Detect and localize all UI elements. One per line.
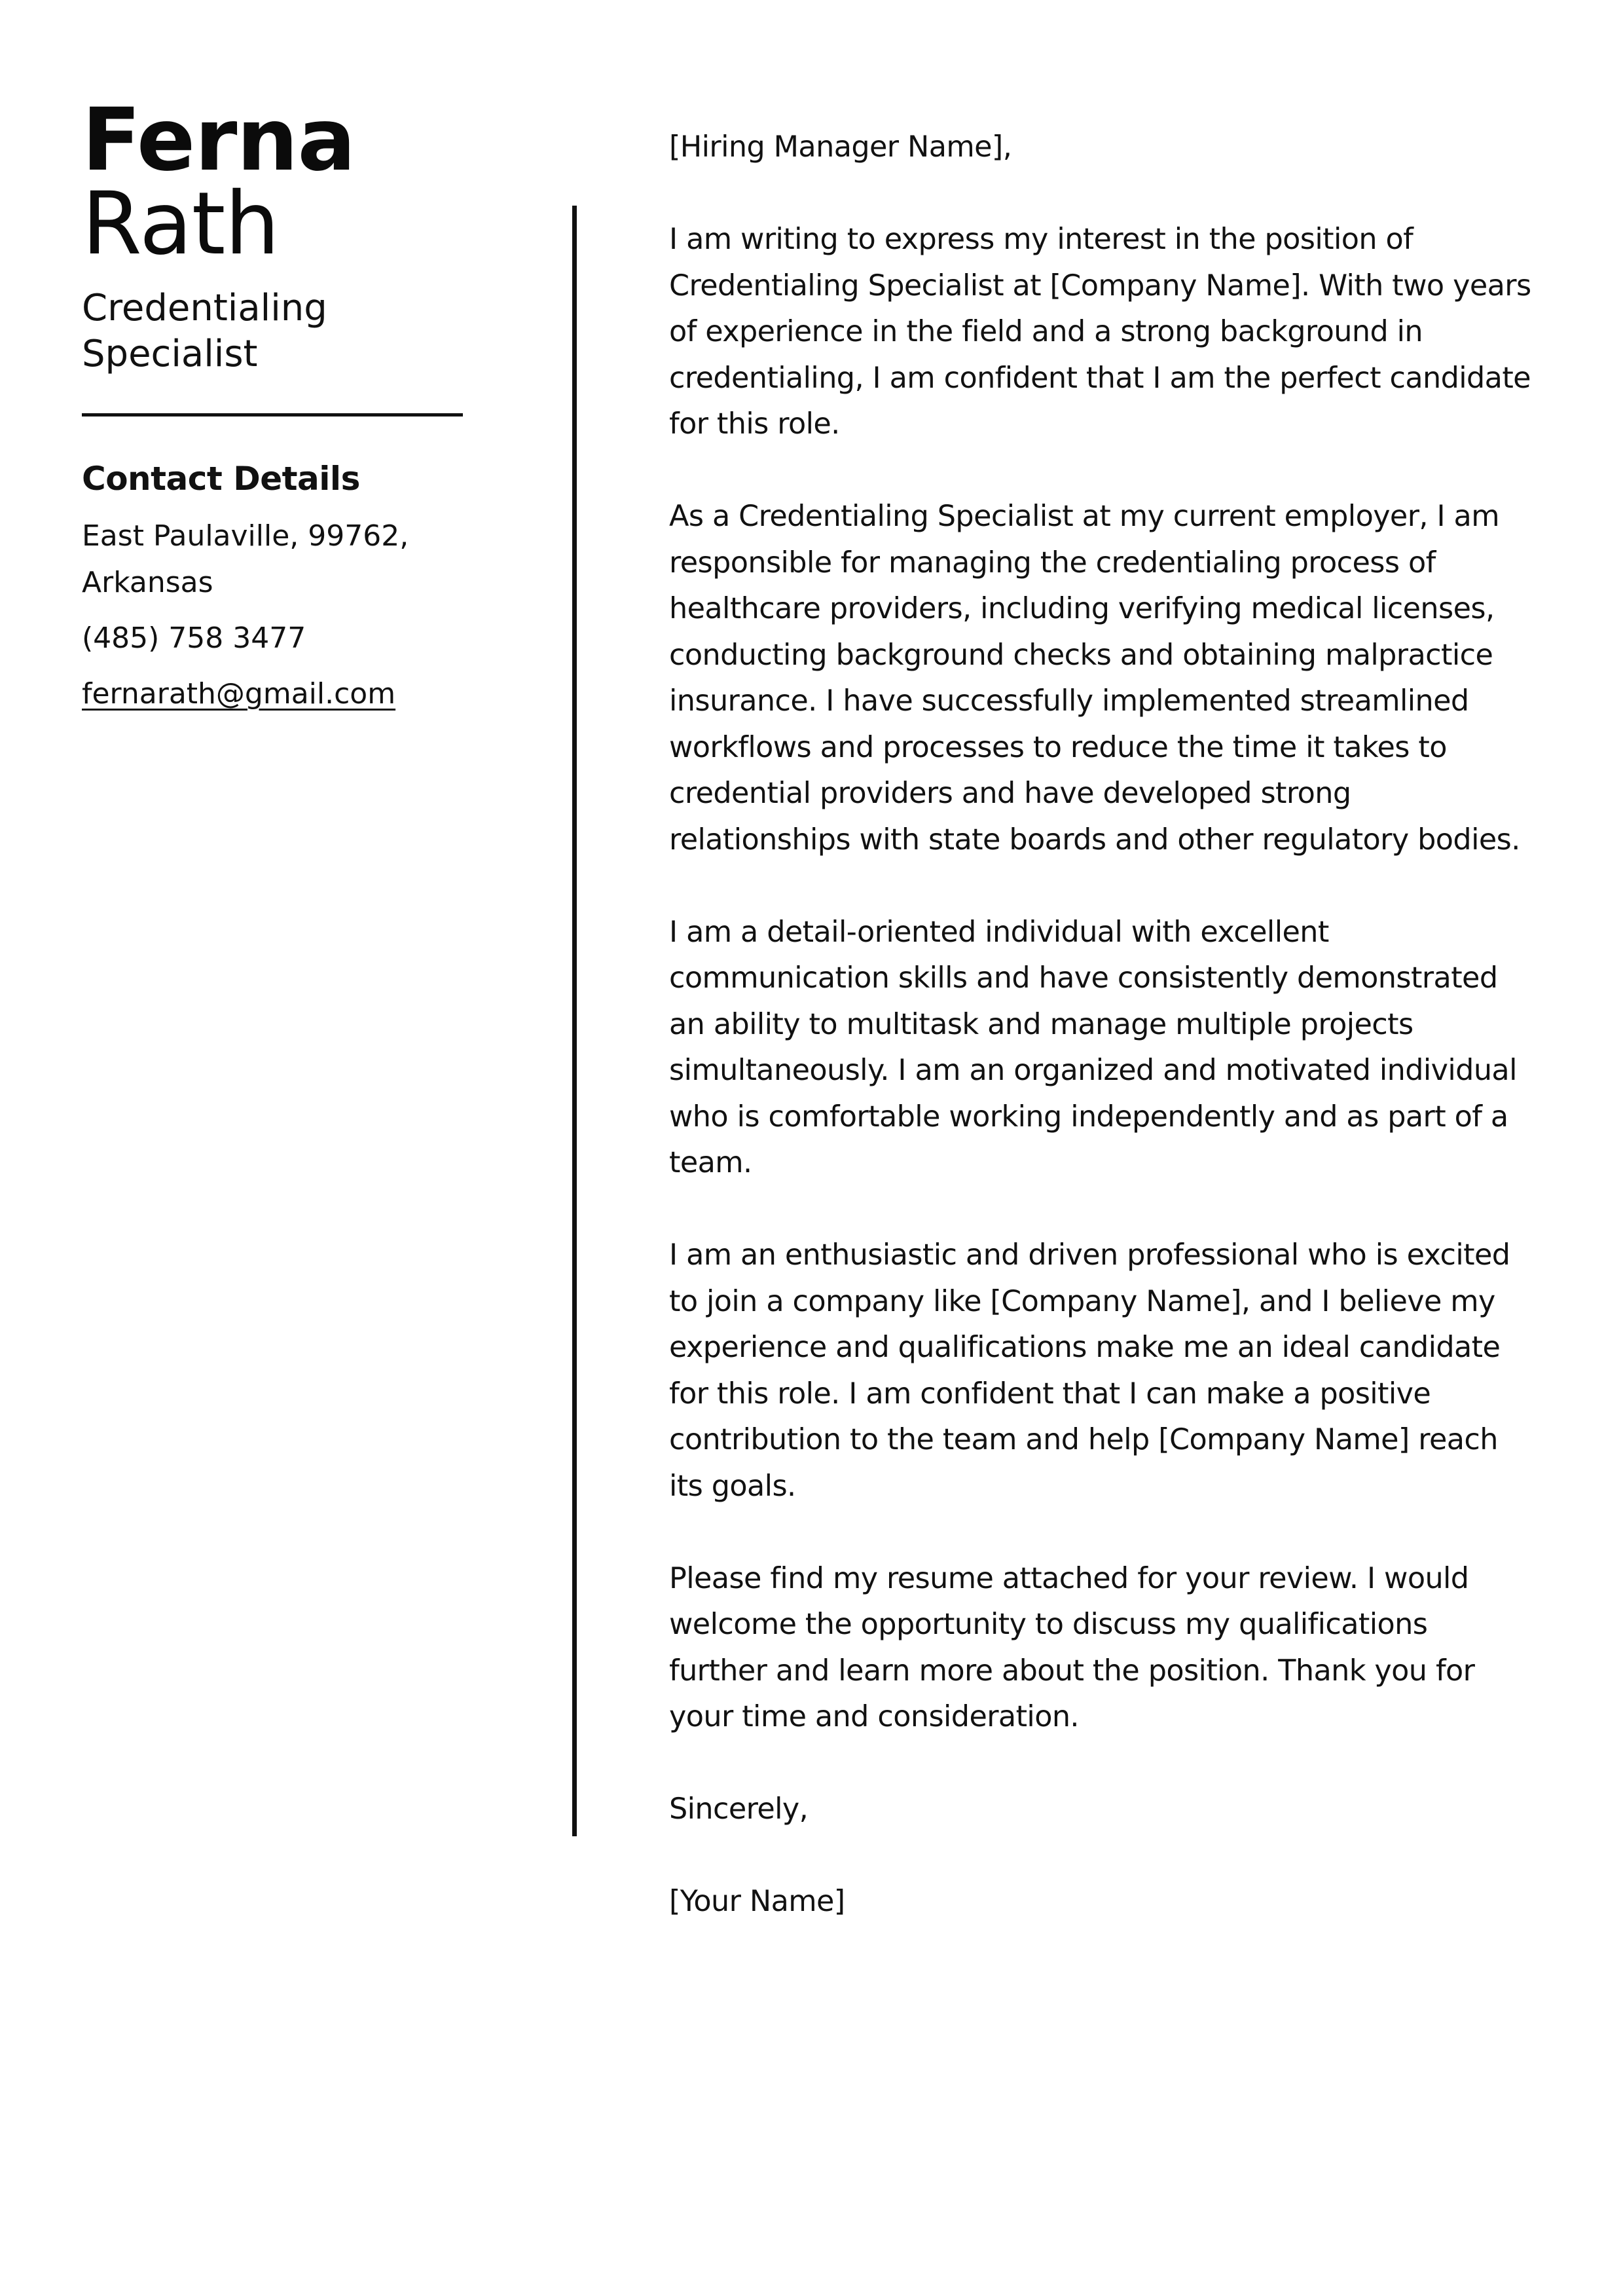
contact-details — [82, 513, 475, 717]
letter-body — [669, 124, 1533, 1925]
sidebar-divider — [82, 413, 463, 417]
letter-signature: [Your Name] — [669, 1885, 845, 1918]
job-title — [82, 286, 475, 377]
letter-paragraph-1: I am writing to express my interest in the position of Credentialing Specialist at [Company Name]. With two years of experience in the field and a strong background in credentialing, I am confident that I am the perfect candidate for this role. — [669, 223, 1531, 441]
contact-details-heading: Contact Details — [82, 460, 360, 498]
column-divider — [572, 206, 577, 1836]
letter-paragraph-5: Please find my resume attached for your review. I would welcome the opportunity to discuss my qualifications further and learn more about the position. Thank you for your time and consideration. — [669, 1561, 1475, 1733]
job-title-line-2: Specialist — [82, 333, 258, 375]
candidate-last-name: Rath — [82, 174, 280, 274]
letter-salutation: [Hiring Manager Name], — [669, 130, 1012, 164]
candidate-first-name: Ferna — [82, 90, 356, 191]
job-title-line-1: Credentialing — [82, 287, 327, 329]
contact-phone: (485) 758 3477 — [82, 621, 306, 655]
letter-paragraph-3: I am a detail-oriented individual with excellent communication skills and have consistently demonstrated an ability to multitask and manage multiple projects simultaneously. I am an organized and motivated individual who is comfortable working independently and as part of a team. — [669, 915, 1517, 1179]
contact-address-line-1: East Paulaville, 99762, — [82, 519, 409, 553]
sidebar — [82, 90, 475, 717]
letter-paragraph-4: I am an enthusiastic and driven professional who is excited to join a company like [Company Name], and I believe my experience and qualifications make me an ideal candidate for this role. I am confident that I can make a positive contribution to the team and help [Company Name] reach its goals. — [669, 1238, 1510, 1503]
letter-paragraph-2: As a Credentialing Specialist at my current employer, I am responsible for managing the credentialing process of healthcare providers, including verifying medical licenses, conducting background checks and obtaining malpractice insurance. I have successfully implemented streamlined workflows and processes to reduce the time it takes to credential providers and have developed strong relationships with state boards and other regulatory bodies. — [669, 500, 1520, 857]
contact-email-link[interactable]: fernarath@gmail.com — [82, 677, 396, 711]
letter-closing: Sincerely, — [669, 1792, 809, 1826]
contact-address-line-2: Arkansas — [82, 566, 213, 599]
